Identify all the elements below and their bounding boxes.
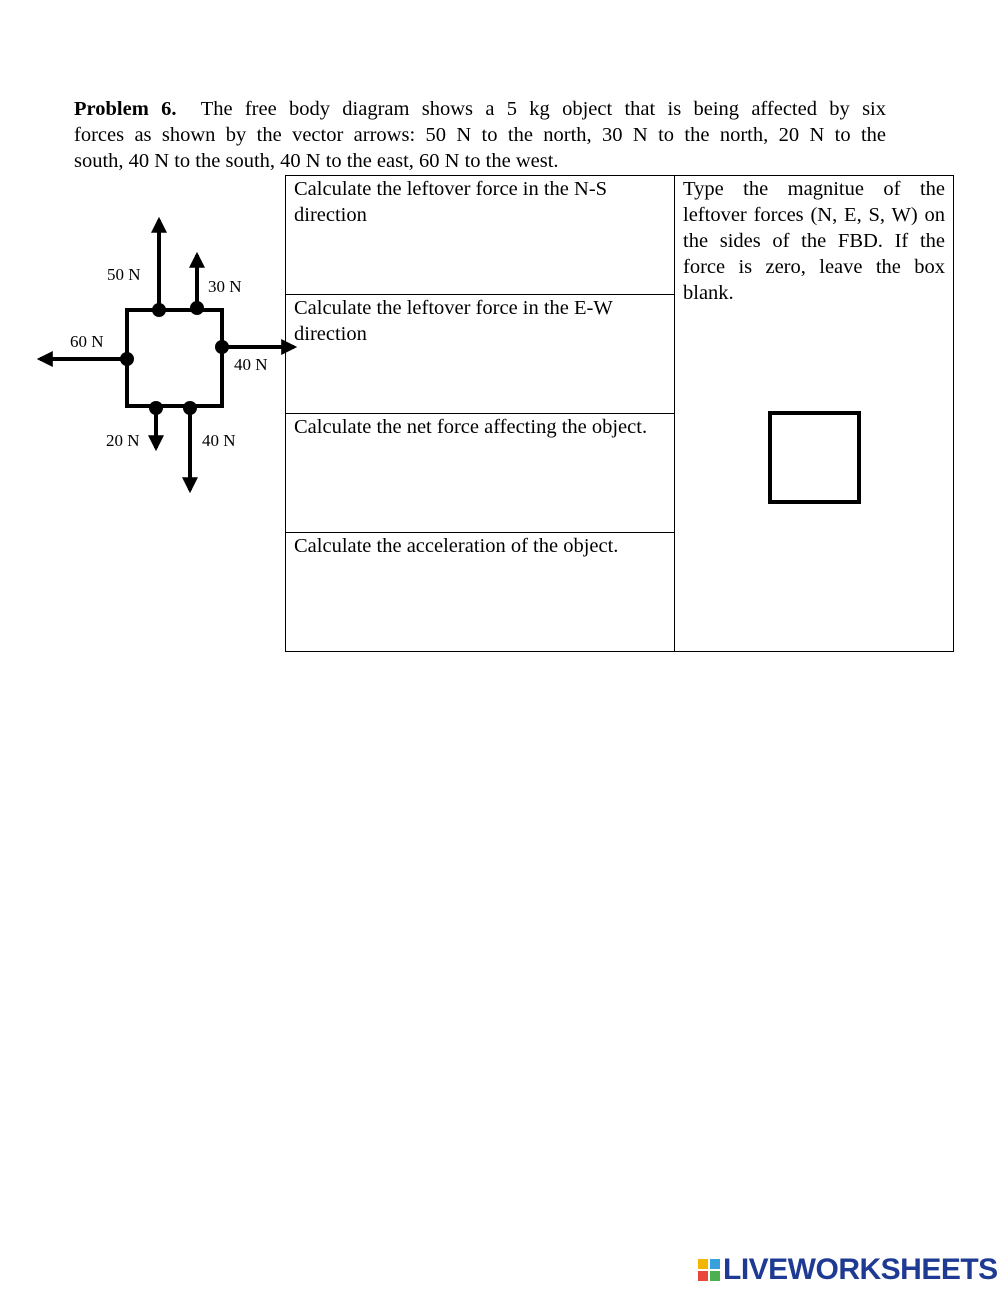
- label-east-40: 40 N: [234, 355, 268, 374]
- logo-blocks-icon: [698, 1259, 720, 1281]
- point-south-40: [183, 401, 197, 415]
- liveworksheets-logo: [698, 1254, 998, 1286]
- question-cell-net[interactable]: [286, 414, 675, 533]
- point-east-40: [215, 340, 229, 354]
- problem-heading: Problem 6.: [74, 98, 177, 120]
- label-north-50: 50 N: [107, 265, 141, 284]
- instruction-text: Type the magnitue of the leftover forces (N, E, S, W) on the sides of the FBD. If the force is zero, leave the box blank.: [683, 178, 945, 304]
- point-south-20: [149, 401, 163, 415]
- label-south-40: 40 N: [202, 431, 236, 450]
- question-ew-text: Calculate the leftover force in the E-W direction: [294, 297, 613, 345]
- label-west-60: 60 N: [70, 332, 104, 351]
- question-accel-text: Calculate the acceleration of the object.: [294, 535, 619, 557]
- label-north-30: 30 N: [208, 277, 242, 296]
- problem-line-1: The free body diagram shows a 5 kg object that is being affected by six: [200, 98, 886, 120]
- fbd-answer-box[interactable]: [768, 411, 861, 504]
- question-cell-ns[interactable]: [286, 176, 675, 295]
- question-cell-accel[interactable]: [286, 533, 675, 652]
- label-south-20: 20 N: [106, 431, 140, 450]
- free-body-diagram: [0, 0, 300, 500]
- instruction-cell: [675, 176, 954, 652]
- question-table: [285, 175, 954, 652]
- question-net-text: Calculate the net force affecting the object.: [294, 416, 648, 438]
- problem-line-2: forces as shown by the vector arrows: 50 N to the north, 30 N to the north, 20 N to the: [74, 124, 886, 146]
- problem-line-3: south, 40 N to the south, 40 N to the east, 60 N to the west.: [74, 150, 559, 172]
- question-cell-ew[interactable]: [286, 295, 675, 414]
- object-box: [127, 310, 222, 406]
- point-west-60: [120, 352, 134, 366]
- question-ns-text: Calculate the leftover force in the N-S direction: [294, 178, 608, 226]
- point-north-30: [190, 301, 204, 315]
- point-north-50: [152, 303, 166, 317]
- logo-text: LIVEWORKSHEETS: [723, 1253, 998, 1286]
